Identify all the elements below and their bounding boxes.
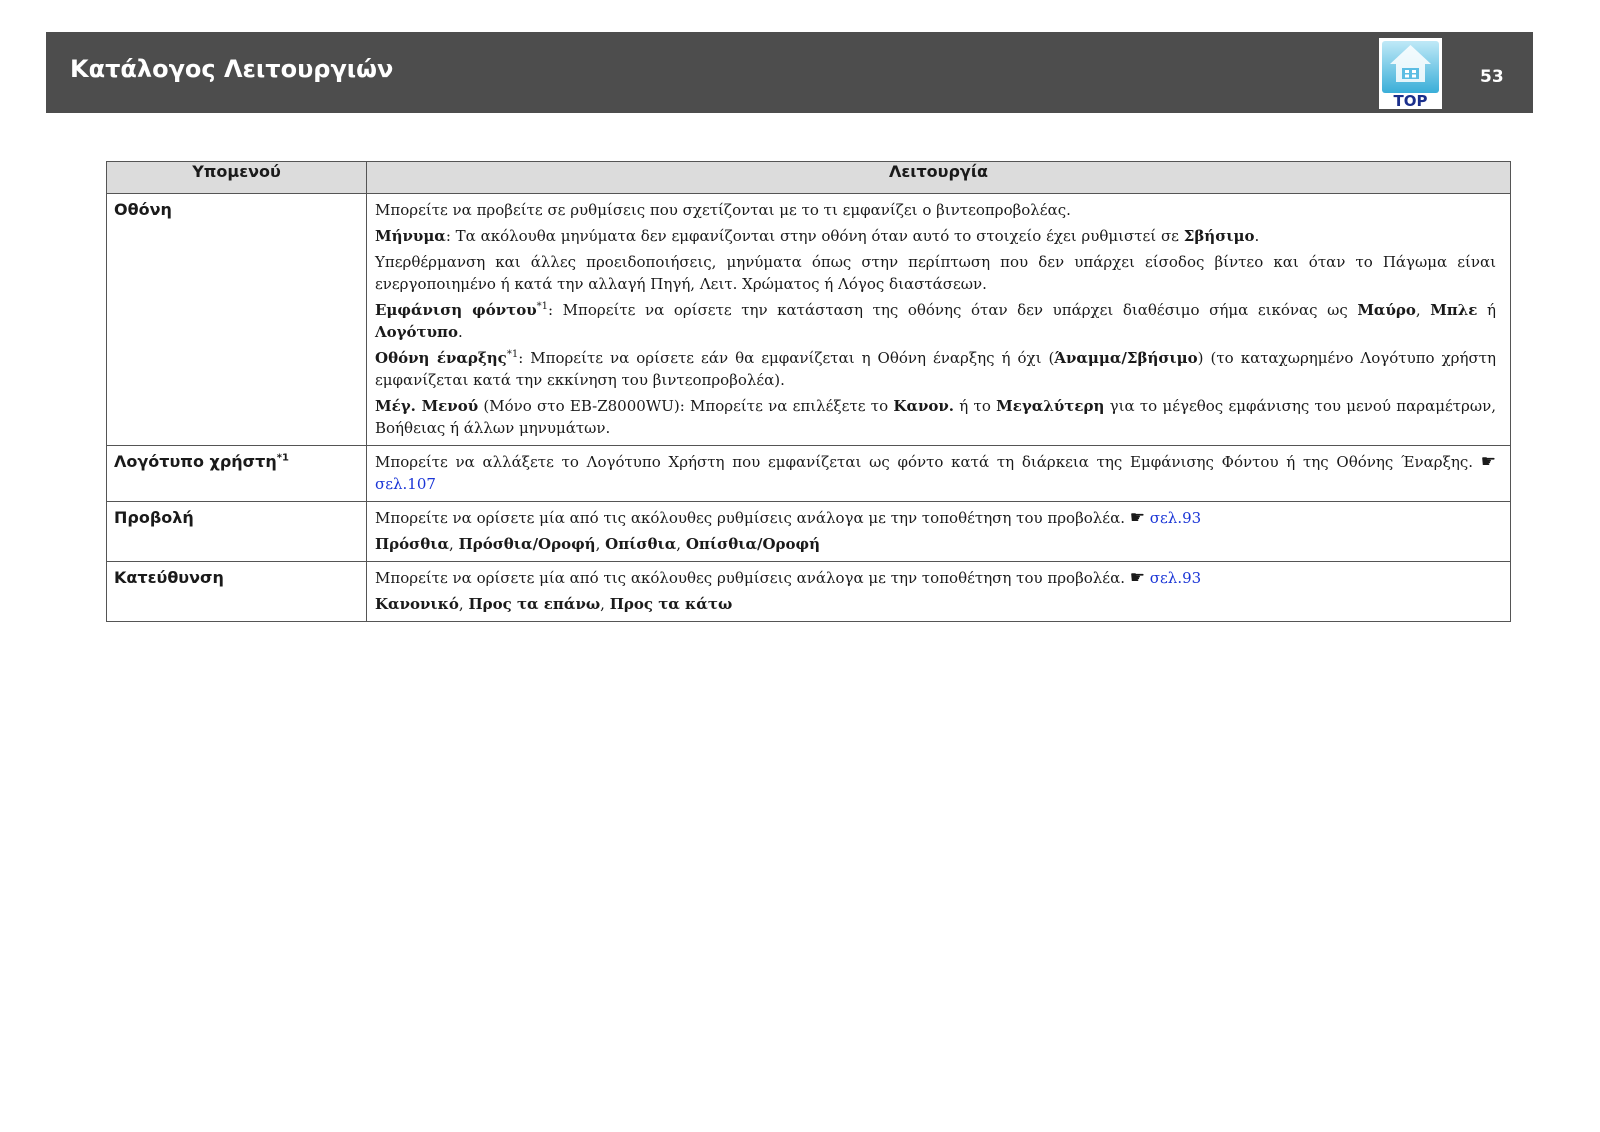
options-list — [375, 593, 1496, 615]
text: Μπορείτε να ορίσετε μία από τις ακόλουθες ρυθμίσεις ανάλογα με την τοποθέτηση του προβολέα. — [375, 569, 1125, 587]
paragraph — [375, 225, 1496, 247]
text: : Τα ακόλουθα μηνύματα δεν εμφανίζονται στην οθόνη όταν αυτό το στοιχείο έχει ρυθμιστεί σε — [445, 227, 1184, 245]
function-cell — [367, 562, 1511, 622]
text: . — [1254, 227, 1260, 245]
text: Μπορείτε να ορίσετε μία από τις ακόλουθες ρυθμίσεις ανάλογα με την τοποθέτηση του προβολέα. — [375, 509, 1125, 527]
text: ή το — [954, 397, 997, 415]
option: Οπίσθια/Οροφή — [685, 535, 821, 553]
option: Οπίσθια — [605, 535, 677, 553]
table-header-row — [107, 162, 1511, 194]
option: Πρόσθια — [375, 535, 450, 553]
pointing-hand-icon: ☛ — [1129, 568, 1146, 588]
function-cell — [367, 502, 1511, 562]
submenu-cell — [107, 446, 367, 502]
option: Πρόσθια/Οροφή — [458, 535, 596, 553]
value: Κανον. — [893, 397, 955, 415]
pointing-hand-icon: ☛ — [1480, 452, 1496, 472]
text: , — [595, 535, 606, 553]
text: , — [1415, 301, 1431, 319]
term: Εμφάνιση φόντου — [375, 301, 537, 319]
submenu-cell — [107, 562, 367, 622]
value: Μεγαλύτερη — [996, 397, 1105, 415]
options-list — [375, 533, 1496, 555]
text: Μπορείτε να αλλάξετε το Λογότυπο Χρήστη που εμφανίζεται ως φόντο κατά τη διάρκεια της Εμφάνισης Φόντου ή της Οθόνης Έναρξης. — [375, 453, 1473, 471]
term: Μήνυμα — [375, 227, 446, 245]
value: Άναμμα/Σβήσιμο — [1054, 349, 1198, 367]
column-header-function: Λειτουργία — [367, 162, 1511, 194]
footnote-mark: *1 — [276, 452, 289, 464]
value: Λογότυπο — [375, 323, 459, 341]
page-reference-link[interactable]: σελ.107 — [375, 475, 436, 493]
function-table — [106, 161, 1511, 622]
option: Προς τα κάτω — [609, 595, 733, 613]
paragraph — [375, 567, 1496, 589]
submenu-cell — [107, 502, 367, 562]
function-cell — [367, 194, 1511, 446]
text: για το μέγεθος εμφάνισης του μενού παραμέτρων, Βοήθειας ή άλλων μηνυμάτων. — [375, 397, 1496, 437]
text: ) (το καταχωρημένο Λογότυπο χρήστη εμφανίζεται κατά την εκκίνηση του βιντεοπροβολέα). — [375, 349, 1496, 389]
value: Μαύρο — [1357, 301, 1416, 319]
paragraph — [375, 347, 1496, 391]
pointing-hand-icon: ☛ — [1129, 508, 1146, 528]
top-button[interactable] — [1379, 38, 1442, 109]
submenu-label: Προβολή — [114, 508, 194, 527]
top-label: TOP — [1393, 92, 1428, 109]
term: Μέγ. Μενού — [375, 397, 479, 415]
footnote-mark: *1 — [536, 301, 549, 312]
paragraph — [375, 251, 1496, 295]
term: Οθόνη έναρξης — [375, 349, 507, 367]
paragraph — [375, 199, 1496, 221]
text: : Μπορείτε να ορίσετε εάν θα εμφανίζεται η Οθόνη έναρξης ή όχι ( — [518, 349, 1055, 367]
submenu-label: Οθόνη — [114, 200, 172, 219]
text: , — [676, 535, 686, 553]
column-header-submenu: Υπομενού — [107, 162, 367, 194]
text: Μπορείτε να προβείτε σε ρυθμίσεις που σχετίζονται με το τι εμφανίζει ο βιντεοπροβολέας. — [375, 201, 1071, 219]
table-row — [107, 194, 1511, 446]
page-title: Κατάλογος Λειτουργιών — [70, 55, 394, 83]
paragraph — [375, 507, 1496, 529]
page-number: 53 — [1480, 67, 1504, 87]
table-row — [107, 562, 1511, 622]
option: Κανονικό — [375, 595, 459, 613]
value: Μπλε — [1430, 301, 1478, 319]
text: , — [600, 595, 610, 613]
paragraph — [375, 299, 1496, 343]
home-projector-icon — [1379, 38, 1442, 109]
paragraph — [375, 451, 1496, 495]
submenu-cell — [107, 194, 367, 446]
text: (Μόνο στο EB-Z8000WU): Μπορείτε να επιλέξετε το — [478, 397, 894, 415]
table-row — [107, 502, 1511, 562]
table-row — [107, 446, 1511, 502]
page-reference-link[interactable]: σελ.93 — [1149, 509, 1202, 527]
text: , — [449, 535, 459, 553]
text: . — [458, 323, 463, 341]
text: : Μπορείτε να ορίσετε την κατάσταση της οθόνης όταν δεν υπάρχει διαθέσιμο σήμα εικόνας ως — [548, 301, 1358, 319]
submenu-label: Λογότυπο χρήστη — [114, 452, 277, 471]
submenu-label: Κατεύθυνση — [114, 568, 224, 587]
option: Προς τα επάνω — [468, 595, 601, 613]
function-cell — [367, 446, 1511, 502]
page-header — [46, 32, 1533, 113]
paragraph — [375, 395, 1496, 439]
text: ή — [1477, 301, 1496, 319]
page-reference-link[interactable]: σελ.93 — [1149, 569, 1202, 587]
text: Υπερθέρμανση και άλλες προειδοποιήσεις, μηνύματα όπως στην περίπτωση που δεν υπάρχει είσοδος βίντεο και όταν το Πάγωμα είναι ενεργοποιημένο ή κατά την αλλαγή Πηγή, Λειτ. Χρώματος ή Λόγος διαστάσεων. — [375, 253, 1496, 293]
text: , — [458, 595, 469, 613]
value: Σβήσιμο — [1183, 227, 1255, 245]
footnote-mark: *1 — [506, 349, 519, 360]
